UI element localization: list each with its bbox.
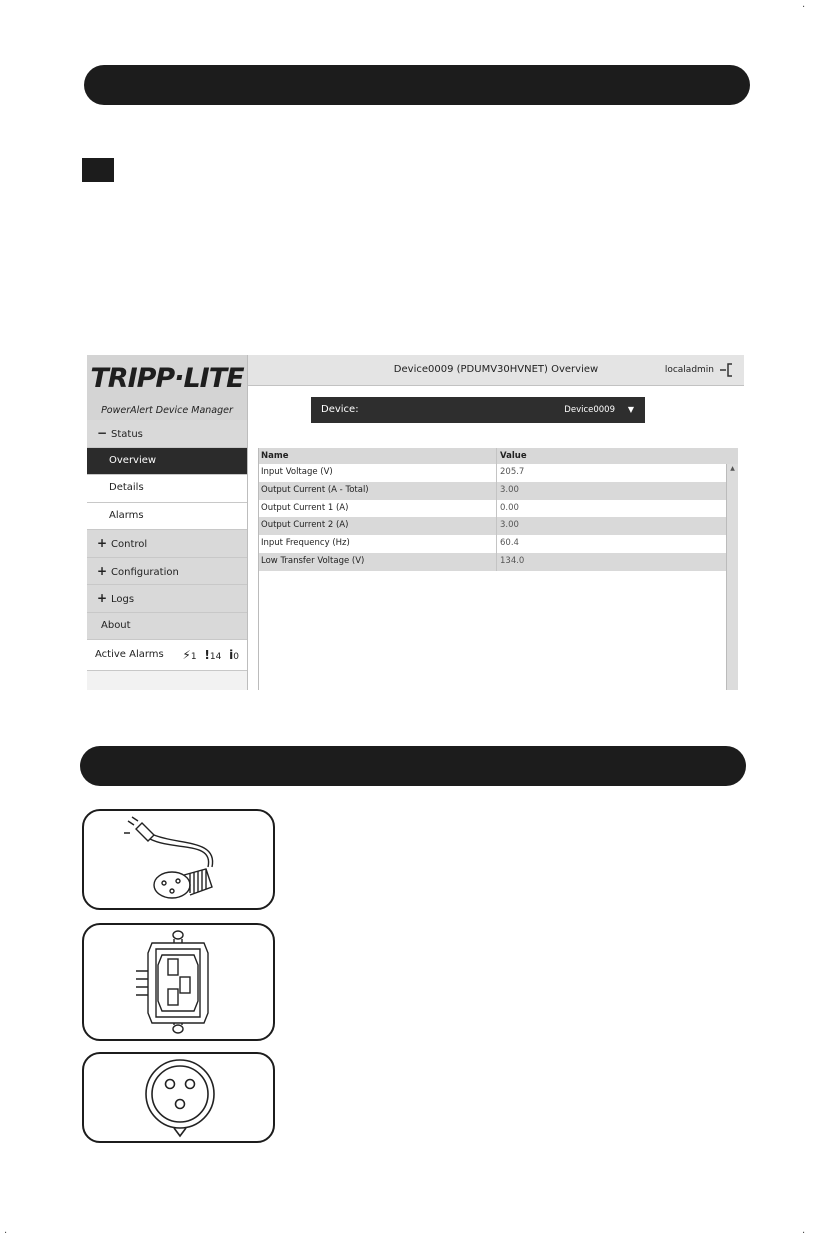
step-marker [82, 158, 114, 182]
logout-icon[interactable] [720, 363, 734, 377]
expand-icon: + [97, 563, 108, 578]
device-selector[interactable] [311, 397, 645, 423]
sidebar-nav [87, 420, 247, 671]
active-alarms-summary[interactable] [87, 640, 247, 671]
sidebar-item-logs[interactable] [87, 585, 247, 613]
sidebar-item-label: Control [111, 539, 148, 550]
device-selector-label: Device: [321, 404, 359, 415]
crop-mark: · [802, 2, 806, 13]
section-header-bar-bottom [80, 746, 746, 786]
expand-icon: + [97, 591, 108, 605]
lightning-icon: ⚡ [182, 648, 191, 662]
sidebar-item-label: Configuration [111, 566, 179, 578]
table-body [259, 464, 727, 571]
round-connector-drawing [84, 1054, 273, 1141]
c20-inlet-illustration [82, 923, 275, 1041]
cell-name: Input Frequency (Hz) [259, 535, 497, 553]
warning-alarm-count: 14 [209, 652, 222, 662]
chevron-down-icon: ▼ [627, 405, 634, 414]
cell-name: Output Current 1 (A) [259, 500, 497, 518]
table-row[interactable] [259, 482, 727, 500]
table-row[interactable] [259, 535, 727, 553]
sidebar-item-label: Details [109, 482, 144, 493]
info-icon: i [229, 648, 234, 662]
sidebar-item-label: Logs [111, 594, 135, 605]
info-alarm-count: 0 [233, 652, 239, 662]
column-header-name[interactable]: Name [259, 448, 497, 464]
table-row[interactable] [259, 517, 727, 535]
table-header [259, 448, 738, 464]
brand-logo [87, 355, 247, 420]
sidebar-item-about[interactable] [87, 613, 247, 641]
device-selector-value: Device0009 [564, 405, 615, 415]
page-title: Device0009 (PDUMV30HVNET) Overview [393, 364, 599, 375]
expand-icon: + [97, 536, 108, 550]
sidebar [87, 355, 248, 690]
poweralert-screenshot [87, 355, 744, 690]
section-header-bar-top [84, 65, 750, 105]
plug-adapter-drawing [84, 811, 273, 908]
table-row[interactable] [259, 553, 727, 571]
crop-mark: · [4, 1228, 8, 1239]
brand-name: TRIPP·LITE [90, 363, 244, 394]
overview-table [258, 448, 738, 690]
crop-mark: · [802, 1228, 806, 1239]
product-name: PowerAlert Device Manager [101, 405, 233, 416]
cell-name: Output Current (A - Total) [259, 482, 497, 500]
table-row[interactable] [259, 500, 727, 518]
sidebar-item-label: Alarms [109, 509, 144, 521]
round-connector-illustration [82, 1052, 275, 1143]
cell-value: 0.00 [500, 502, 519, 513]
username[interactable]: localadmin [664, 365, 714, 375]
sidebar-item-label: Status [111, 429, 143, 440]
cell-value: 205.7 [500, 467, 525, 477]
sidebar-item-alarms[interactable] [87, 503, 247, 531]
collapse-icon: − [97, 426, 108, 440]
cell-value: 60.4 [500, 538, 519, 549]
main-panel [248, 355, 744, 690]
cell-name: Input Voltage (V) [259, 464, 497, 482]
table-row[interactable] [259, 464, 727, 482]
plug-adapter-illustration [82, 809, 275, 910]
sidebar-item-status[interactable] [87, 420, 247, 448]
scroll-up-icon[interactable]: ▲ [730, 465, 735, 472]
table-scrollbar[interactable] [726, 464, 738, 690]
title-bar [248, 355, 744, 386]
sidebar-item-details[interactable] [87, 475, 247, 503]
critical-alarm-count: 1 [190, 652, 197, 662]
sidebar-item-overview[interactable] [87, 448, 247, 476]
alarm-badges [182, 640, 239, 672]
sidebar-item-control[interactable] [87, 530, 247, 558]
sidebar-item-label: About [101, 619, 131, 631]
cell-value: 3.00 [500, 484, 519, 495]
cell-name: Low Transfer Voltage (V) [259, 553, 497, 571]
sidebar-item-configuration[interactable] [87, 558, 247, 586]
c20-inlet-drawing [84, 925, 273, 1039]
cell-name: Output Current 2 (A) [259, 517, 497, 535]
cell-value: 134.0 [500, 555, 525, 566]
column-header-value[interactable]: Value [500, 451, 527, 461]
cell-value: 3.00 [500, 520, 519, 531]
active-alarms-label: Active Alarms [95, 649, 164, 660]
exclamation-icon: ! [204, 648, 210, 662]
sidebar-item-label: Overview [109, 454, 157, 466]
